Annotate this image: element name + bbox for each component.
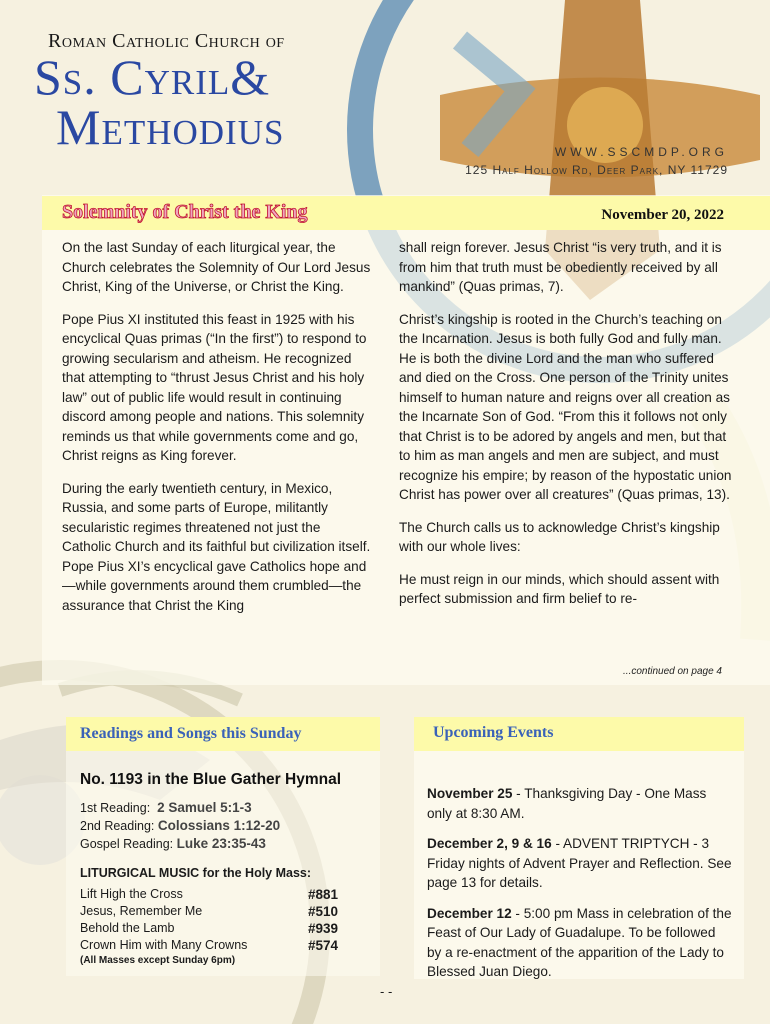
event-text: - Thanksgiving Day - One Mass only at 8:30 AM.	[427, 786, 707, 821]
article-paragraph: On the last Sunday of each liturgical year, the Church celebrates the Solemnity of Our Lord Jesus Christ, King of the Universe, or Christ the King.	[62, 240, 371, 294]
reading-reference: Luke 23:35-43	[176, 836, 266, 851]
readings-box-title: Readings and Songs this Sunday	[80, 725, 302, 742]
song-number: #574	[308, 938, 339, 953]
readings-list	[80, 799, 280, 853]
reading-label: 2nd Reading:	[80, 819, 155, 833]
events-list	[427, 784, 732, 993]
music-row	[80, 903, 370, 920]
article-column-right	[399, 238, 732, 622]
page-number: - -	[380, 984, 393, 999]
article-column-left	[62, 238, 372, 628]
song-number: #881	[308, 887, 339, 902]
reading-label: Gospel Reading:	[80, 837, 174, 851]
parish-website[interactable]: WWW.SSCMDP.ORG	[554, 145, 728, 159]
song-title: Crown Him with Many Crowns	[80, 938, 248, 952]
article-paragraph: Pope Pius XI instituted this feast in 1925 with his encyclical Quas primas (“In the first”) to respond to growing secularism and atheism. He recognized that attempting to “thrust Jesus Christ and his holy law” out of public life would result in continuing discord among people and nations. This solemnity reminds us that while governments come and go, Christ reigns as King forever.	[62, 311, 367, 463]
article-paragraph: The Church calls us to acknowledge Christ’s kingship with our whole lives:	[399, 519, 720, 554]
event-date: November 25	[427, 786, 513, 801]
music-row	[80, 920, 370, 937]
reading-reference: 2 Samuel 5:1-3	[157, 800, 252, 815]
article-paragraph: He must reign in our minds, which should assent with perfect submission and firm belief to re-	[399, 571, 720, 606]
parish-address: 125 Half Hollow Rd, Deer Park, NY 11729	[465, 163, 728, 177]
article-paragraph: Christ’s kingship is rooted in the Church’s teaching on the Incarnation. Jesus is both fully God and fully man. He is both the divine Lord and the man who suffered and died on the Cross. One person of the Trinity unites himself to human nature and reigns over all creation as the Incarnate Son of God. “From this it follows not only that Christ is to be adored by angels and men, but that to him as man angels and men are subject, and must recognize his empire; by reason of the hypostatic union Christ has power over all creatures” (Quas primas, 13).	[399, 311, 732, 502]
music-list	[80, 886, 370, 954]
event-item	[427, 834, 732, 893]
reading-row	[80, 835, 280, 853]
bulletin-date: November 20, 2022	[601, 207, 724, 223]
event-text: - 5:00 pm Mass in celebration of the Feast of Our Lady of Guadalupe. To be followed by a re-enactment of the apparition of the Lady to Blessed Juan Diego.	[427, 905, 732, 979]
parish-name-line-1: Ss. Cyril&	[34, 49, 271, 105]
reading-label: 1st Reading:	[80, 801, 151, 815]
reading-row	[80, 799, 280, 817]
music-row	[80, 886, 370, 903]
event-item	[427, 784, 732, 823]
music-row	[80, 937, 370, 954]
song-title: Lift High the Cross	[80, 887, 183, 901]
event-date: December 2, 9 & 16	[427, 836, 552, 851]
song-number: #510	[308, 904, 339, 919]
reading-row	[80, 817, 280, 835]
music-heading: LITURGICAL MUSIC for the Holy Mass:	[80, 866, 312, 880]
reading-reference: Colossians 1:12-20	[157, 818, 281, 833]
parish-prefix: Roman Catholic Church of	[48, 30, 285, 52]
music-note: (All Masses except Sunday 6pm)	[80, 955, 236, 966]
event-date: December 12	[427, 905, 512, 921]
masthead	[0, 0, 770, 190]
parish-name-line-2: Methodius	[56, 99, 285, 155]
song-title: Jesus, Remember Me	[80, 904, 203, 918]
article-paragraph: shall reign forever. Jesus Christ “is very truth, and it is from him that truth must be obediently received by all mankind” (Quas primas, 7).	[399, 240, 722, 294]
feast-title: Solemnity of Christ the King	[62, 201, 308, 223]
continued-note: ...continued on page 4	[623, 666, 722, 677]
article-paragraph: During the early twentieth century, in Mexico, Russia, and some parts of Europe, militantly secularistic regimes threatened not just the Catholic Church and its faithful but civilization itself. Pope Pius XI’s encyclical gave Catholics hope and—while governments around them crumbled—the assurance that Christ the King	[62, 480, 371, 613]
song-title: Behold the Lamb	[80, 921, 175, 935]
hymnal-number: No. 1193 in the Blue Gather Hymnal	[80, 771, 341, 788]
events-box-title: Upcoming Events	[433, 724, 554, 741]
event-text: - ADVENT TRIPTYCH - 3 Friday nights of Advent Prayer and Reflection. See page 13 for details.	[427, 836, 732, 890]
event-item	[427, 904, 732, 982]
song-number: #939	[308, 921, 339, 936]
